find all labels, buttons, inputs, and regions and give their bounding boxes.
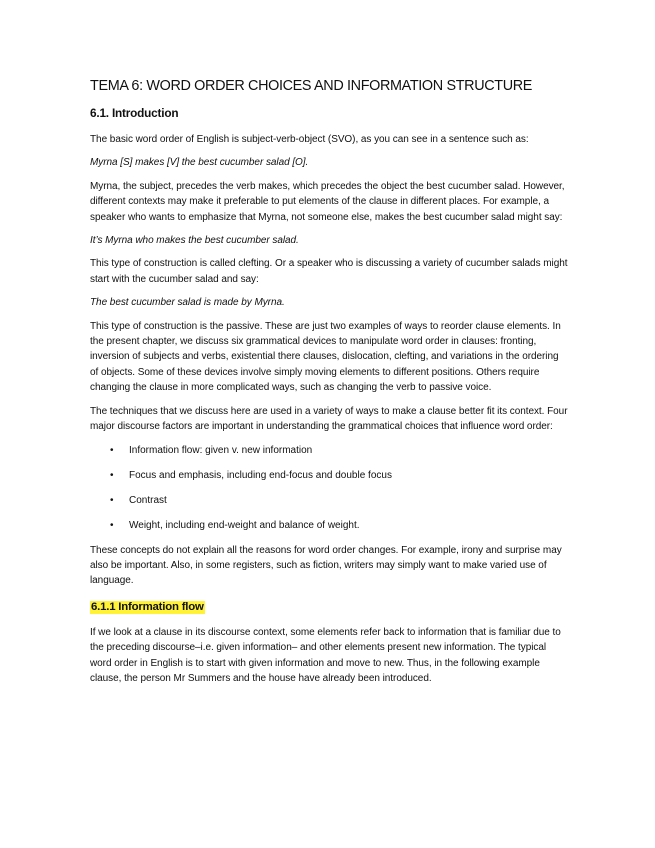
paragraph-clefting: This type of construction is called clefting. Or a speaker who is discussing a variety of cucumber salads might start with the cucumber salad and say: xyxy=(90,258,568,285)
bullet-icon: • xyxy=(110,494,114,506)
paragraph-information-flow: If we look at a clause in its discourse context, some elements refer back to information that is familiar due to the preceding discourse–i.e. given information– and other elements present new information. The typical word order in English is to start with given information and move to new. Thus, in the following example clause, the person Mr Summers and the house have already been introduced. xyxy=(90,626,561,684)
bullet-icon: • xyxy=(110,444,114,456)
section-heading-introduction: 6.1. Introduction xyxy=(90,106,179,120)
highlighted-heading-text: 6.1.1 Information flow xyxy=(91,600,204,613)
paragraph-other-reasons: These concepts do not explain all the reasons for word order changes. For example, irony and surprise may also be important. Also, in some registers, such as fiction, writers may simply want to make varied use of language. xyxy=(90,544,562,587)
list-item xyxy=(90,493,568,508)
list-item-text: Focus and emphasis, including end-focus and double focus xyxy=(129,469,392,481)
list-item xyxy=(90,443,568,458)
paragraph-passive: This type of construction is the passive. These are just two examples of ways to reorder clause elements. In the present chapter, we discuss six grammatical devices to manipulate word order in clauses: fronting, inversion of subjects and verbs, existential there clauses, dislocation, clefting, and variations in the ordering of objects. Some of these devices involve simply moving elements to different positions. Others require changing the clause in more complicated ways, such as changing the verb to passive voice. xyxy=(90,320,561,394)
paragraph-word-order-context: Myrna, the subject, precedes the verb makes, which precedes the object the best cucumber salad. However, different contexts may make it preferable to put elements of the clause in different places. For example, a speaker who wants to emphasize that Myrna, not someone else, makes the best cucumber salad might say: xyxy=(90,180,565,223)
list-item-text: Contrast xyxy=(129,494,167,506)
example-svo: Myrna [S] makes [V] the best cucumber salad [O]. xyxy=(90,157,309,169)
section-heading-information-flow xyxy=(90,599,568,615)
paragraph-discourse-factors: The techniques that we discuss here are used in a variety of ways to make a clause better fit its context. Four major discourse factors are important in understanding the grammatical choices that influence word order: xyxy=(90,405,568,433)
example-passive: The best cucumber salad is made by Myrna. xyxy=(90,297,285,309)
list-item xyxy=(90,518,568,533)
list-item-text: Weight, including end-weight and balance of weight. xyxy=(129,519,360,531)
example-cleft: It’s Myrna who makes the best cucumber salad. xyxy=(90,235,299,247)
list-item xyxy=(90,468,568,483)
page-title: TEMA 6: WORD ORDER CHOICES AND INFORMATION STRUCTURE xyxy=(90,78,533,94)
discourse-factors-list xyxy=(90,443,568,533)
document-page xyxy=(90,77,568,694)
paragraph-svo: The basic word order of English is subject-verb-object (SVO), as you can see in a sentence such as: xyxy=(90,134,529,145)
bullet-icon: • xyxy=(110,519,114,531)
list-item-text: Information flow: given v. new information xyxy=(129,444,313,456)
bullet-icon: • xyxy=(110,469,114,481)
